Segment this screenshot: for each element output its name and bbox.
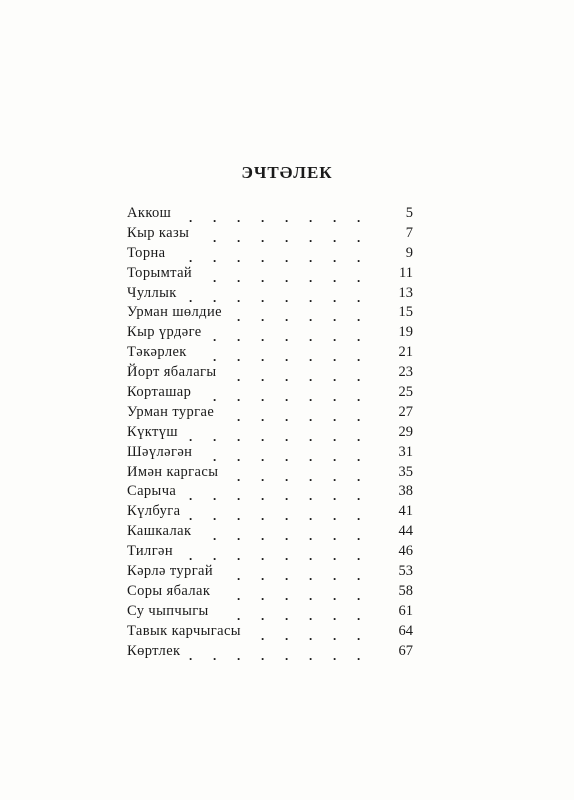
toc-entry-title: Имән каргасы xyxy=(127,463,219,480)
toc-entry-title: Кыр казы xyxy=(127,224,190,241)
leader-dots: . . . . . . . xyxy=(213,349,361,365)
leader-dots: . . . . . . . . xyxy=(189,289,361,305)
toc-entry xyxy=(121,582,421,602)
leader-dots: . . . . . . . . xyxy=(189,210,361,225)
toc-entry-page-number: 38 xyxy=(398,483,413,500)
toc-entry-page-number: 64 xyxy=(398,622,413,639)
toc-entry-page-number: 27 xyxy=(398,403,413,420)
leader-dots: . . . . . . . . xyxy=(189,428,361,444)
toc-entry xyxy=(121,562,421,582)
toc-entry xyxy=(121,323,421,343)
toc-entry-page-number: 21 xyxy=(398,344,413,361)
leader-dots: . . . . . . . . xyxy=(189,488,361,504)
toc-entry-page-number: 5 xyxy=(405,205,413,221)
toc-entry xyxy=(121,642,421,662)
table-of-contents xyxy=(121,204,421,661)
toc-entry-title: Тавык карчыгасы xyxy=(127,622,241,639)
toc-entry-title: Торымтай xyxy=(127,264,193,281)
toc-entry xyxy=(121,602,421,622)
toc-entry xyxy=(121,284,421,304)
toc-entry-title: Кыр үрдәге xyxy=(127,324,202,341)
toc-entry xyxy=(121,264,421,284)
leader-dots: . . . . . . xyxy=(237,587,361,603)
toc-entry-title: Су чыпчыгы xyxy=(127,602,209,619)
toc-entry-page-number: 9 xyxy=(405,244,413,261)
toc-entry-page-number: 31 xyxy=(398,443,413,460)
toc-entry-page-number: 35 xyxy=(398,463,413,480)
toc-entry-page-number: 23 xyxy=(398,364,413,381)
toc-entry-title: Көртлек xyxy=(127,642,181,659)
leader-dots: . . . . . . xyxy=(237,309,361,325)
toc-entry-title: Тәкәрлек xyxy=(127,344,187,361)
toc-entry xyxy=(121,244,421,264)
toc-entry-title: Урман тургае xyxy=(127,403,215,420)
toc-entry-page-number: 25 xyxy=(398,384,413,401)
toc-entry-page-number: 11 xyxy=(399,264,413,281)
leader-dots: . . . . . . . xyxy=(213,329,361,345)
toc-entry xyxy=(121,363,421,383)
toc-entry xyxy=(121,303,421,323)
toc-entry xyxy=(121,443,421,463)
toc-entry-title: Урман шөлдие xyxy=(127,304,222,321)
leader-dots: . . . . . . xyxy=(237,468,361,484)
leader-dots: . . . . . xyxy=(261,627,361,643)
toc-entry-page-number: 29 xyxy=(398,423,413,440)
toc-entry xyxy=(121,502,421,522)
toc-entry-title: Торна xyxy=(127,244,166,261)
toc-entry-page-number: 46 xyxy=(398,543,413,560)
toc-entry-page-number: 15 xyxy=(398,304,413,321)
leader-dots: . . . . . . . xyxy=(213,229,361,245)
page-heading: ЭЧТӘЛЕК xyxy=(241,163,333,182)
toc-entry-page-number: 13 xyxy=(398,284,413,301)
toc-entry-title: Күктүш xyxy=(127,423,178,440)
leader-dots: . . . . . . xyxy=(237,408,361,424)
toc-entry xyxy=(121,522,421,542)
toc-entry-title: Кәрлә тургай xyxy=(127,563,214,580)
toc-entry xyxy=(121,224,421,244)
toc-entry xyxy=(121,463,421,483)
toc-entry-page-number: 67 xyxy=(398,642,413,659)
toc-entry xyxy=(121,383,421,403)
leader-dots: . . . . . . xyxy=(237,369,361,385)
toc-entry-title: Корташар xyxy=(127,384,192,401)
leader-dots: . . . . . . . xyxy=(213,389,361,405)
toc-entry-title: Чуллык xyxy=(127,284,177,301)
toc-entry-title: Сарыча xyxy=(127,483,177,500)
leader-dots: . . . . . . . . xyxy=(189,647,361,663)
toc-entry xyxy=(121,204,421,224)
toc-entry xyxy=(121,542,421,562)
leader-dots: . . . . . . xyxy=(237,568,361,584)
toc-entry-title: Аккош xyxy=(127,205,172,221)
toc-entry-title: Күлбуга xyxy=(127,503,181,520)
toc-entry xyxy=(121,482,421,502)
toc-entry xyxy=(121,343,421,363)
toc-entry-page-number: 44 xyxy=(398,523,413,540)
leader-dots: . . . . . . . . xyxy=(189,548,361,564)
toc-entry-title: Йорт ябалагы xyxy=(127,364,217,381)
leader-dots: . . . . . . . xyxy=(213,269,361,285)
leader-dots: . . . . . . xyxy=(237,607,361,623)
toc-entry-page-number: 53 xyxy=(398,563,413,580)
leader-dots: . . . . . . . xyxy=(213,528,361,544)
toc-entry-title: Тилгән xyxy=(127,543,174,560)
toc-entry-page-number: 19 xyxy=(398,324,413,341)
toc-entry xyxy=(121,423,421,443)
toc-entry-title: Соры ябалак xyxy=(127,582,211,599)
toc-entry-page-number: 61 xyxy=(398,602,413,619)
leader-dots: . . . . . . . . xyxy=(189,249,361,265)
toc-entry-title: Кашкалак xyxy=(127,523,192,540)
toc-entry xyxy=(121,622,421,642)
leader-dots: . . . . . . . . xyxy=(189,508,361,524)
toc-entry-title: Шәүләгән xyxy=(127,443,193,460)
leader-dots: . . . . . . . xyxy=(213,448,361,464)
toc-entry xyxy=(121,403,421,423)
toc-entry-page-number: 7 xyxy=(405,224,413,241)
toc-entry-page-number: 58 xyxy=(398,582,413,599)
toc-entry-page-number: 41 xyxy=(398,503,413,520)
